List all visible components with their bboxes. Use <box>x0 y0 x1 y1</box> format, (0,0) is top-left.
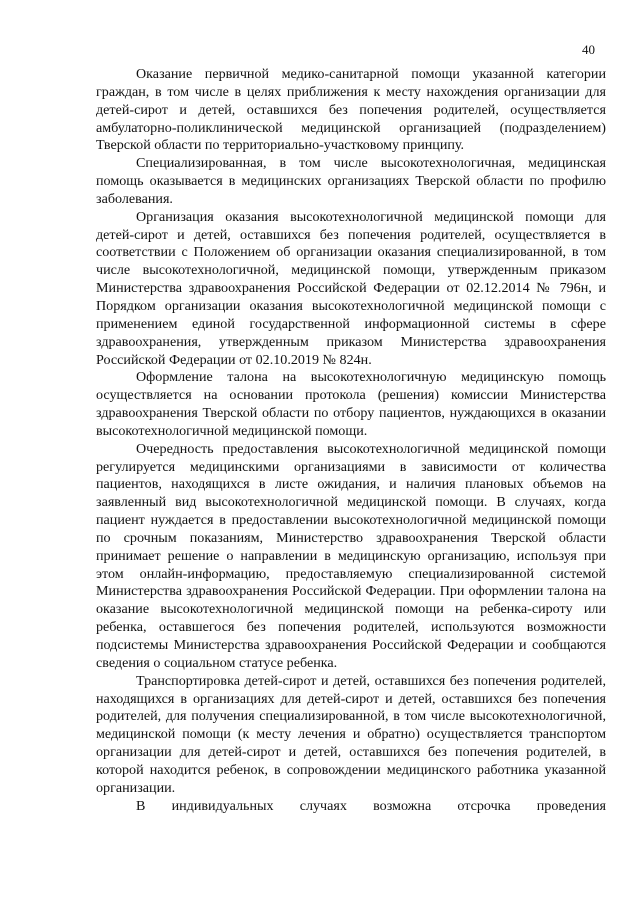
paragraph-primary-care: Оказание первичной медико-санитарной помощи указанной категории граждан, в том числе в целях приближения к месту нахождения организации для детей-сирот и детей, оставшихся без попечения родителей, осуществляется амбулаторно-поликлинической медицинской организацией (подразделением) Тверской области по территориально-участковому принципу. <box>96 66 606 154</box>
paragraph-coupon-registration: Оформление талона на высокотехнологичную медицинскую помощь осуществляется на основании протокола (решения) комиссии Министерства здравоохранения Тверской области по отбору пациентов, нуждающихся в оказании высокотехнологичной медицинской помощи. <box>96 369 606 439</box>
paragraph-queue-order: Очередность предоставления высокотехнологичной медицинской помощи регулируется медицинскими организациями в зависимости от количества пациентов, находящихся в листе ожидания, и наличия плановых объемов на заявленный вид высокотехнологичной медицинской помощи. В случаях, когда пациент нуждается в предоставлении высокотехнологичной медицинской помощи по срочным показаниям, Министерство здравоохранения Тверской области принимает решение о направлении в медицинскую организацию, используя при этом онлайн-информацию, предоставляемую специализированной системой Министерства здравоохранения Российской Федерации. При оформлении талона на оказание высокотехнологичной медицинской помощи на ребенка-сироту или ребенка, оставшегося без попечения родителей, используются возможности подсистемы Министерства здравоохранения Российской Федерации и сообщаются сведения о социальном статусе ребенка. <box>96 440 606 671</box>
paragraph-high-tech-organization: Организация оказания высокотехнологичной медицинской помощи для детей-сирот и детей, оставшихся без попечения родителей, осуществляется в соответствии с Положением об организации оказания специализированной, в том числе высокотехнологичной, медицинской помощи, утвержденным приказом Министерства здравоохранения Российской Федерации от 02.12.2014 № 796н, и Порядком организации оказания высокотехнологичной медицинской помощи с применением единой государственной информационной системы в сфере здравоохранения, утвержденным приказом Министерства здравоохранения Российской Федерации от 02.10.2019 № 824н. <box>96 208 606 368</box>
paragraph-specialized-care: Специализированная, в том числе высокотехнологичная, медицинская помощь оказывается в медицинских организациях Тверской области по профилю заболевания. <box>96 155 606 207</box>
page-number: 40 <box>582 42 595 57</box>
paragraph-trailing-line: В индивидуальных случаях возможна отсрочка проведения <box>136 797 606 814</box>
document-body <box>96 66 606 815</box>
paragraph-transportation: Транспортировка детей-сирот и детей, оставшихся без попечения родителей, находящихся в организациях для детей-сирот и детей, оставшихся без попечения родителей, для получения специализированной, в том числе высокотехнологичной, медицинской помощи (к месту лечения и обратно) осуществляется транспортом организации для детей-сирот и детей, оставшихся без попечения родителей, в которой находится ребенок, в сопровождении медицинского работника указанной организации. <box>96 672 606 796</box>
